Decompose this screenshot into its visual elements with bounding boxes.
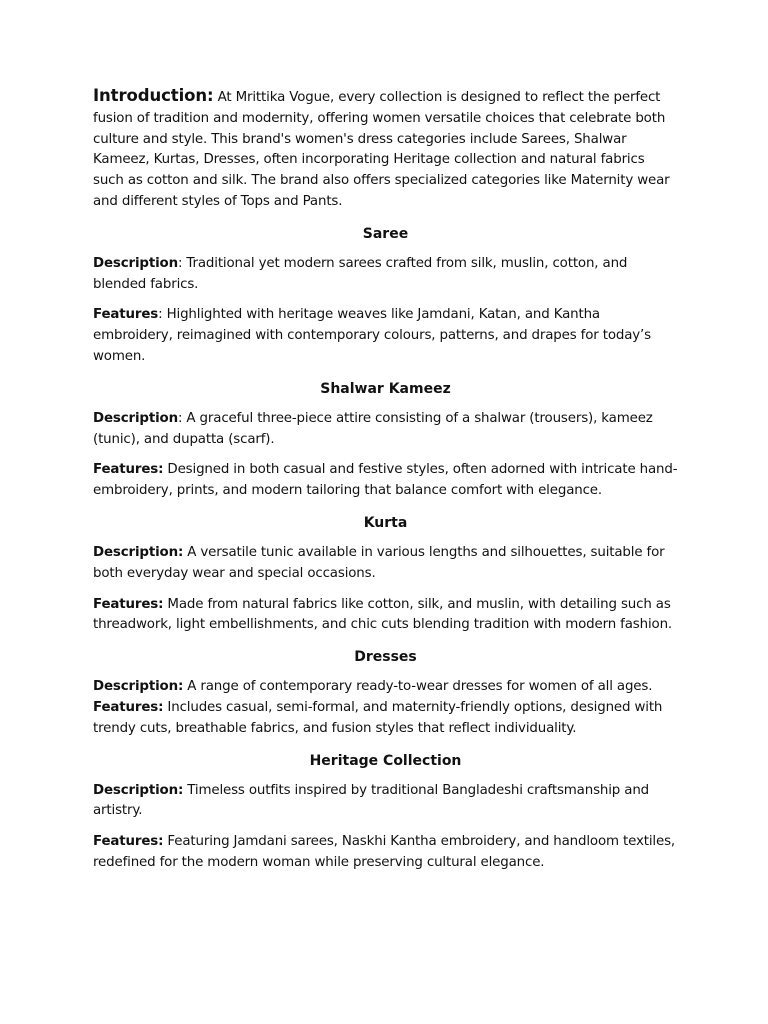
intro-label: Introduction: [93, 86, 214, 105]
description-text: Timeless outfits inspired by traditional Bangladeshi craftsmanship and artistry. [93, 782, 650, 819]
saree-description [93, 254, 678, 296]
features-label: Features: [93, 462, 164, 478]
features-label: Features: [93, 699, 164, 715]
section-title-shalwar-kameez: Shalwar Kameez [320, 380, 451, 397]
description-label: Description [93, 410, 178, 426]
shalwar-kameez-description [93, 409, 678, 451]
section-title-kurta: Kurta [363, 514, 408, 531]
features-text: Made from natural fabrics like cotton, silk, and muslin, with detailing such as threadwork, light embellishments, and chic cuts blending tradition with modern fashion. [93, 596, 673, 633]
features-label: Features: [93, 834, 164, 850]
description-label: Description [93, 255, 178, 271]
heritage-features [93, 832, 678, 874]
description-label: Description: [93, 679, 184, 695]
intro-text: At Mrittika Vogue, every collection is designed to reflect the perfect fusion of tradition and modernity, offering women versatile choices that celebrate both culture and style. This brand's women's dress categories include Sarees, Shalwar Kameez, Kurtas, Dresses, often incorporating Heritage collection and natural fabrics such as cotton and silk. The brand also offers specialized categories like Maternity wear and different styles of Tops and Pants. [93, 90, 670, 209]
features-label: Features: [93, 596, 164, 612]
section-title-heritage-collection: Heritage Collection [309, 752, 462, 769]
description-label: Description: [93, 782, 184, 798]
shalwar-kameez-features [93, 460, 678, 502]
dresses-description [93, 677, 678, 698]
features-text: Featuring Jamdani sarees, Naskhi Kantha embroidery, and handloom textiles, redefined for the modern woman while preserving cultural elegance. [93, 834, 675, 870]
description-text: : A graceful three-piece attire consisting of a shalwar (trousers), kameez (tunic), and dupatta (scarf). [93, 410, 653, 447]
features-text: Includes casual, semi-formal, and maternity-friendly options, designed with trendy cuts, breathable fabrics, and fusion styles that reflect individuality. [93, 699, 663, 736]
description-text: : Traditional yet modern sarees crafted from silk, muslin, cotton, and blended fabrics. [93, 255, 628, 292]
features-text: : Highlighted with heritage weaves like Jamdani, Katan, and Kantha embroidery, reimagined with contemporary colours, patterns, and drapes for today’s women. [93, 307, 651, 364]
kurta-description [93, 543, 678, 585]
description-label: Description: [93, 544, 184, 560]
dresses-features [93, 698, 678, 740]
kurta-features [93, 595, 678, 637]
heritage-description [93, 781, 678, 823]
features-label: Features [93, 307, 159, 323]
document-page [93, 86, 678, 874]
features-text: Designed in both casual and festive styles, often adorned with intricate hand-embroidery, prints, and modern tailoring that balance comfort with elegance. [93, 462, 678, 499]
saree-features [93, 305, 678, 367]
description-text: A range of contemporary ready-to-wear dresses for women of all ages. [183, 679, 653, 695]
intro-paragraph [93, 86, 678, 213]
description-text: A versatile tunic available in various lengths and silhouettes, suitable for both everyday wear and special occasions. [93, 544, 665, 581]
section-title-saree: Saree [362, 225, 409, 242]
section-title-dresses: Dresses [354, 649, 417, 666]
